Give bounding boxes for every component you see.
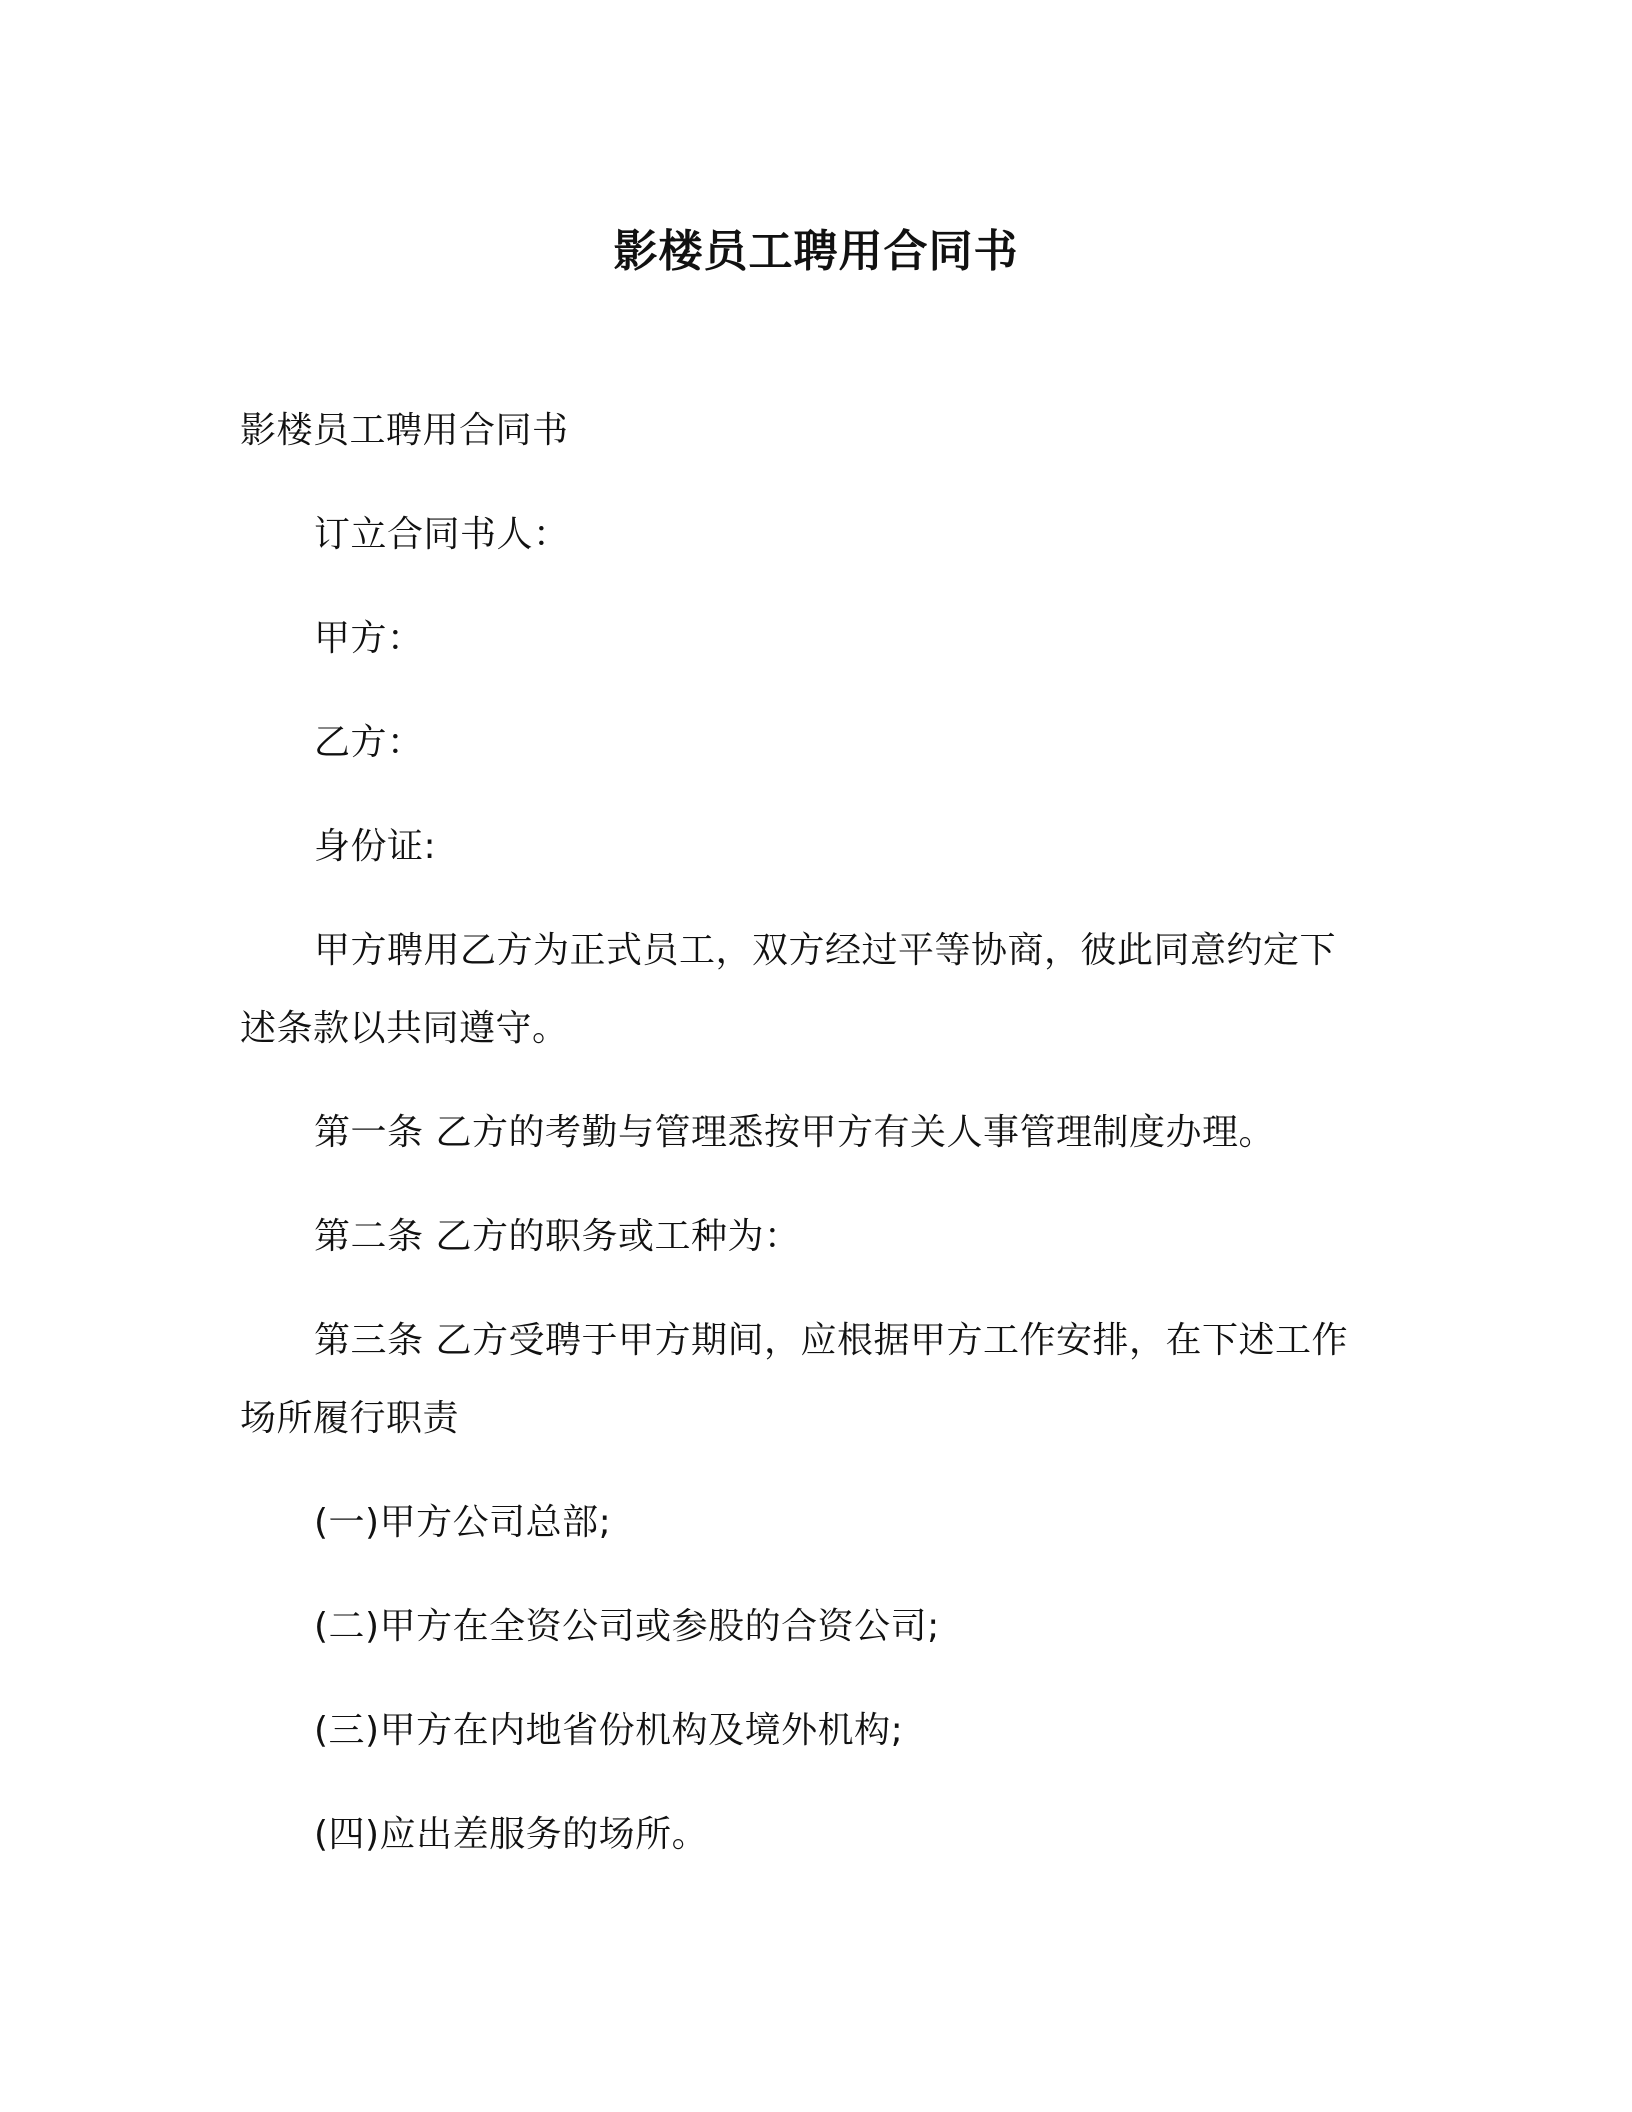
paragraph-item-4: (四)应出差服务的场所。	[314, 1814, 709, 1855]
paragraph-subtitle: 影楼员工聘用合同书	[240, 410, 569, 451]
paragraph-item-3: (三)甲方在内地省份机构及境外机构;	[314, 1710, 904, 1751]
paragraph-party-b: 乙方：	[314, 722, 424, 763]
paragraph-signatories: 订立合同书人：	[314, 514, 570, 555]
paragraph-article-3: 第三条 乙方受聘于甲方期间，应根据甲方工作安排，在下述工作场所履行职责	[240, 1320, 1348, 1439]
paragraph-party-a: 甲方：	[314, 618, 424, 659]
paragraph-item-2: (二)甲方在全资公司或参股的合资公司;	[314, 1606, 940, 1647]
paragraph-preamble: 甲方聘用乙方为正式员工，双方经过平等协商，彼此同意约定下述条款以共同遵守。	[240, 930, 1337, 1049]
paragraph-id-card: 身份证:	[314, 826, 437, 867]
paragraph-article-1: 第一条 乙方的考勤与管理悉按甲方有关人事管理制度办理。	[314, 1112, 1275, 1153]
document-title: 影楼员工聘用合同书	[613, 226, 1019, 277]
document-body	[240, 392, 1360, 1900]
paragraph-item-1: (一)甲方公司总部;	[314, 1502, 612, 1543]
paragraph-article-2: 第二条 乙方的职务或工种为：	[314, 1216, 801, 1257]
